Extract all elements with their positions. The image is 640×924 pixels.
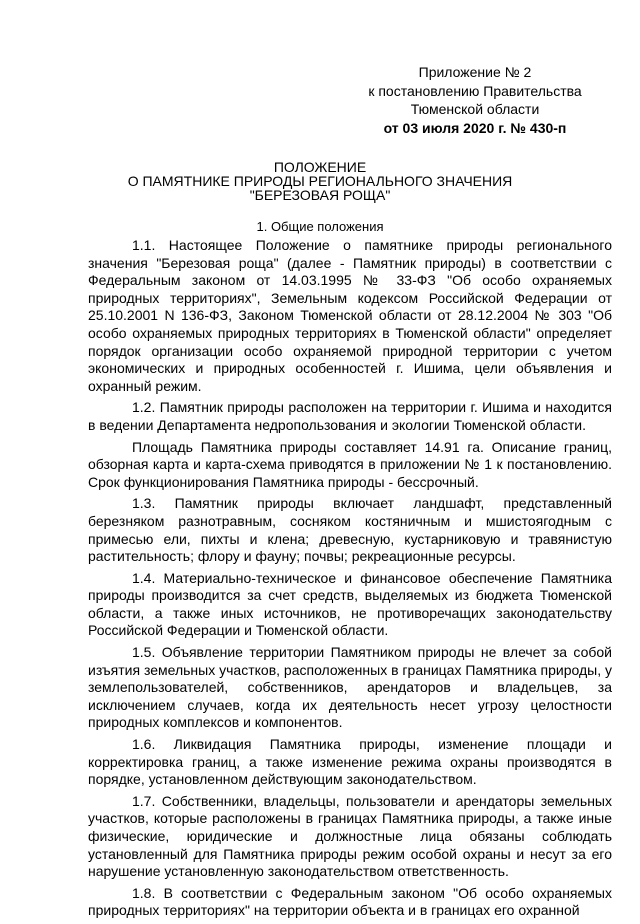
appendix-number: Приложение № 2 (418, 64, 532, 80)
document-title (40, 160, 600, 202)
paragraph-area: Площадь Памятника природы составляет 14.91 га. Описание границ, обзорная карта и карта-схема приводятся в приложении № 1 к постановлению. Срок функционирования Памятника природы - бессрочный. (88, 438, 612, 490)
document-body (88, 237, 612, 924)
title-line-3: "БЕРЕЗОВАЯ РОЩА" (249, 187, 391, 203)
paragraph-1-2: 1.2. Памятник природы расположен на территории г. Ишима и находится в ведении Департамента недропользования и экологии Тюменской области. (88, 399, 612, 433)
paragraph-1-8: 1.8. В соответствии с Федеральным законом "Об особо охраняемых природных территориях" на территории объекта и в границах его охранной (88, 884, 612, 919)
paragraph-1-1: 1.1. Настоящее Положение о памятнике природы регионального значения "Березовая роща" (далее - Памятник природы) в соответствии с Федеральным законом от 14.03.1995 № 33-ФЗ "Об особо охраняемых природных территориях", Земельным кодексом Российской Федерации от 25.10.2001 N 136-ФЗ, Законом Тюменской области от 28.12.2004 № 303 "Об особо охраняемых природных территориях в Тюменской области" определяет порядок организации особо охраняемой природной территории с учетом экономических и природных особенностей г. Ишима, цели объявления и охранный режим. (88, 237, 612, 394)
paragraph-1-5: 1.5. Объявление территории Памятником природы не влечет за собой изъятия земельных участков, расположенных в границах Памятника природы, у землепользователей, собственников, арендаторов и владельцев, за исключением случаев, когда их деятельность несет угрозу целостности природных комплексов и компонентов. (88, 644, 612, 731)
appendix-date-number: от 03 июля 2020 г. № 430-п (383, 119, 567, 136)
section-title: 1. Общие положения (256, 219, 384, 234)
paragraph-1-4: 1.4. Материально-техническое и финансовое обеспечение Памятника природы производится за счет средств, выделяемых из бюджета Тюменской области, а также иных источников, не противоречащих законодательству Российской Федерации и Тюменской области. (88, 569, 612, 639)
appendix-region: Тюменской области (410, 101, 540, 117)
title-line-2: О ПАМЯТНИКЕ ПРИРОДЫ РЕГИОНАЛЬНОГО ЗНАЧЕНИЯ (127, 173, 513, 189)
paragraph-1-3: 1.3. Памятник природы включает ландшафт, представленный березняком разнотравным, сосняком костяничным и мшистоягодным с примесью ели, пихты и клена; древесную, кустарниковую и травянистую растительность; флору и фауну; почвы; рекреационные ресурсы. (88, 495, 612, 565)
paragraph-1-7: 1.7. Собственники, владельцы, пользователи и арендаторы земельных участков, которые расположены в границах Памятника природы, а также иные физические, юридические и должностные лица обязаны соблюдать установленный для Памятника природы режим особой охраны и несут за его нарушение установленную законодательством ответственность. (88, 792, 612, 880)
appendix-header (350, 63, 600, 137)
title-line-1: ПОЛОЖЕНИЕ (273, 159, 367, 175)
paragraph-1-6: 1.6. Ликвидация Памятника природы, изменение площади и корректировка границ, а также изменение режима охраны производятся в порядке, установленном действующим законодательством. (88, 736, 612, 788)
appendix-reference: к постановлению Правительства (368, 82, 582, 99)
